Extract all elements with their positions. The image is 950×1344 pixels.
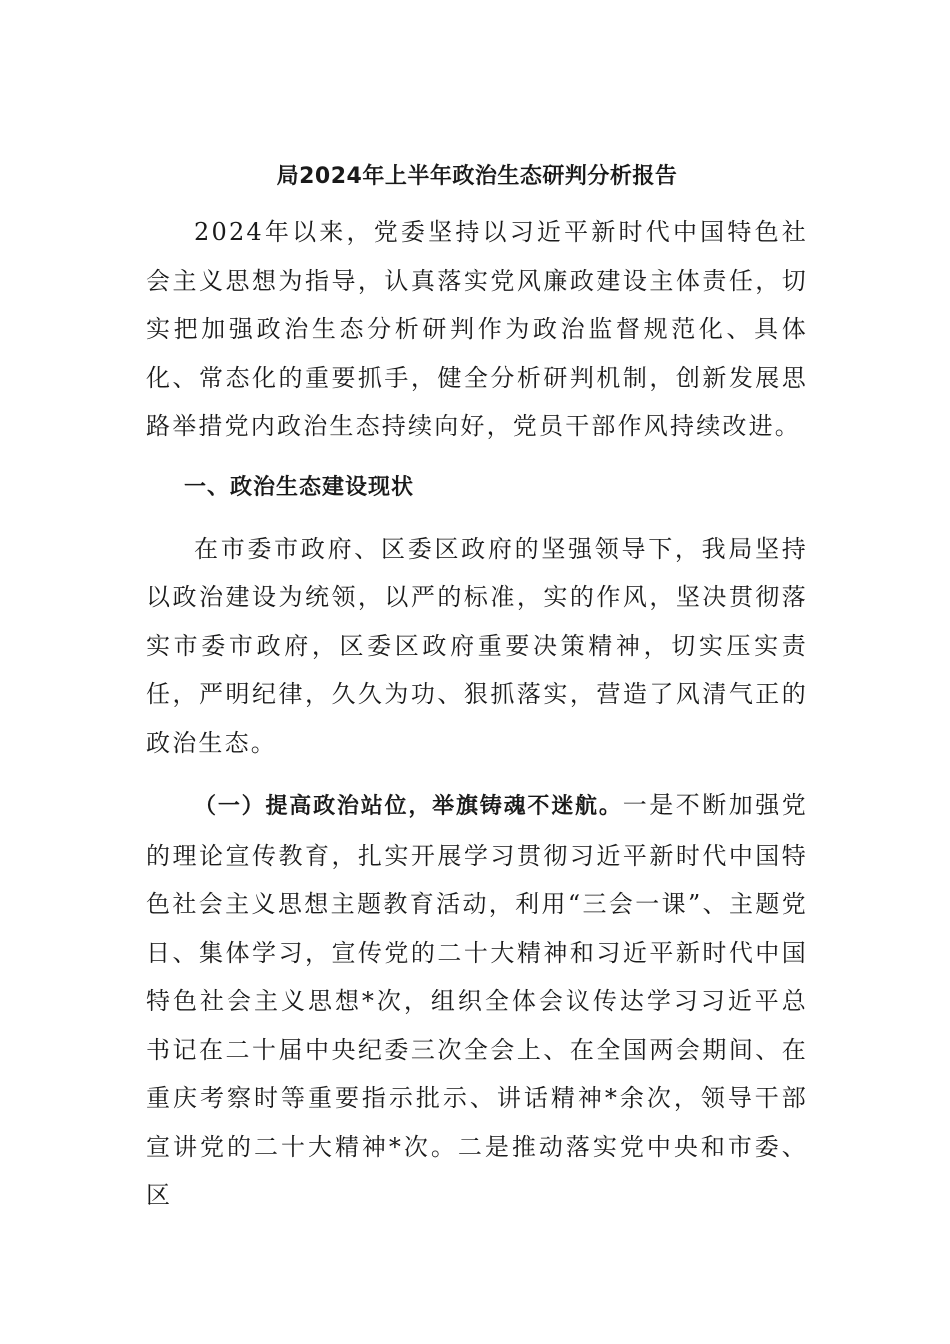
section-paragraph: 在市委市政府、区委区政府的坚强领导下，我局坚持以政治建设为统领，以严的标准，实的作风，坚决贯彻落实市委市政府，区委区政府重要决策精神，切实压实责任，严明纪律，久久为功、狠抓落实，营造了风清气正的政治生态。	[146, 534, 808, 757]
document-title: 局2024年上半年政治生态研判分析报告	[276, 164, 678, 189]
subsection-lead: （一）提高政治站位，举旗铸魂不迷航。	[194, 794, 623, 819]
section-heading: 一、政治生态建设现状	[184, 474, 415, 500]
document-page	[146, 148, 808, 1220]
subsection-body: 一是不断加强党的理论宣传教育，扎实开展学习贯彻习近平新时代中国特色社会主义思想主题教育活动，利用“三会一课”、主题党日、集体学习，宣传党的二十大精神和习近平新时代中国特色社会主义思想*次，组织全体会议传达学习习近平总书记在二十届中央纪委三次全会上、在全国两会期间、在重庆考察时等重要指示批示、讲话精神*余次，领导干部宣讲党的二十大精神*次。二是推动落实党中央和市委、区	[146, 791, 808, 1209]
subsection-paragraph	[146, 781, 808, 1220]
intro-paragraph: 2024年以来，党委坚持以习近平新时代中国特色社会主义思想为指导，认真落实党风廉政建设主体责任，切实把加强政治生态分析研判作为政治监督规范化、具体化、常态化的重要抓手，健全分析研判机制，创新发展思路举措党内政治生态持续向好，党员干部作风持续改进。	[146, 218, 808, 440]
